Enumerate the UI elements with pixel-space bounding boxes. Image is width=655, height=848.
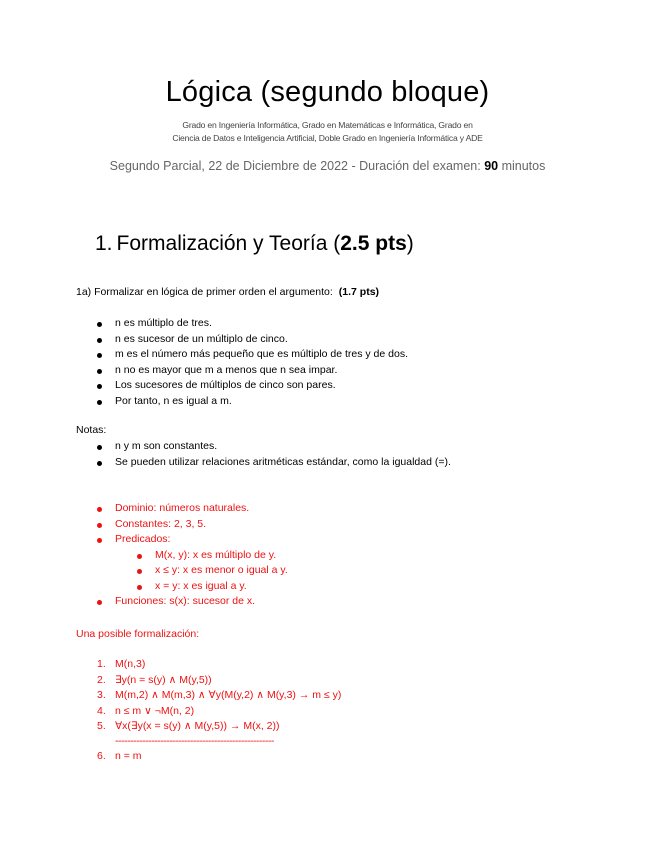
functions-item [97,594,288,610]
predicates-label: Predicados: [115,533,171,545]
section-number: 1. [95,232,113,255]
formula-number: 4. [97,704,106,717]
formula-text: n = m [115,749,142,762]
formula-number: 1. [97,658,106,670]
question-statement [76,286,379,298]
bullet-icon [97,353,102,358]
section-points: 2.5 pts [340,232,407,255]
formula-number: 3. [97,689,106,701]
conclusion-item [97,394,408,410]
degree-programs [0,119,655,145]
solution-signature-list [97,501,288,610]
exam-info-prefix: Segundo Parcial, 22 de Diciembre de 2022 - Duración del examen: [109,159,485,173]
bullet-icon [97,369,102,374]
predicate-text: x ≤ y: x es menor o igual a y. [155,564,288,576]
bullet-icon [97,507,102,512]
premise-list [97,316,408,409]
bullet-icon [97,384,102,389]
section-title: Formalización y Teoría ( [116,232,341,255]
bullet-icon [137,569,142,574]
predicate-item [137,548,288,564]
notes-list [97,439,451,470]
predicates-item [97,532,288,548]
exam-duration: 90 [484,159,499,173]
predicate-item [137,579,288,595]
premise-item [97,347,408,363]
predicate-text: x = y: x es igual a y. [155,579,247,592]
predicate-text: M(x, y): x es múltiplo de y. [155,548,277,561]
formula-text: ∃y(n = s(y) ∧ M(y,5)) [115,673,212,686]
domain-item [97,501,288,517]
constants-item [97,517,288,533]
domain-text: Dominio: números naturales. [115,502,250,514]
section-heading [95,232,414,256]
conclusion-formula-item [97,749,341,765]
notes-label: Notas: [76,424,107,436]
degree-programs-line-1: Grado en Ingeniería Informática, Grado en Matemáticas e Informática, Grado en [182,120,473,130]
bullet-icon [97,400,102,405]
premise-text: Los sucesores de múltiplos de cinco son pares. [115,379,336,391]
bullet-icon [97,600,102,605]
premise-text: m es el número más pequeño que es múltiplo de tres y de dos. [115,348,408,360]
premise-item [97,316,408,332]
bullet-icon [137,554,142,559]
degree-programs-line-2: Ciencia de Datos e Inteligencia Artificial, Doble Grado en Ingeniería Informática y ADE [172,133,483,143]
formula-number: 6. [97,749,106,762]
formula-item [97,673,341,689]
formula-text: n ≤ m ∨ ¬M(n, 2) [115,704,195,717]
section-title-close: ) [406,232,414,255]
predicates-sublist-container [97,548,288,595]
constants-text: Constantes: 2, 3, 5. [115,517,207,530]
bullet-icon [97,538,102,543]
exam-info-suffix: minutos [498,159,546,173]
question-points: (1.7 pts) [338,286,380,298]
formalization-label: Una posible formalización: [76,628,200,640]
formula-item [97,704,341,720]
formula-number: 5. [97,720,106,732]
predicate-item [137,563,288,579]
premise-text: Por tanto, n es igual a m. [115,394,232,407]
formula-number: 2. [97,673,106,686]
formula-item [97,657,341,673]
premise-item [97,363,408,379]
bullet-icon [97,338,102,343]
bullet-icon [97,322,102,327]
note-item [97,439,451,455]
functions-text: Funciones: s(x): sucesor de x. [115,595,256,607]
bullet-icon [97,461,102,466]
formula-text: M(n,3) [115,658,146,670]
premise-text: n es múltiplo de tres. [115,317,212,329]
bullet-icon [97,523,102,528]
exam-info [0,159,655,173]
document-title: Lógica (segundo bloque) [165,76,490,108]
bullet-icon [137,585,142,590]
formula-text: M(m,2) ∧ M(m,3) ∧ ∀y(M(y,2) ∧ M(y,3) → m ≤ y) [115,689,342,701]
formula-item [97,688,341,704]
formula-text: ∀x(∃y(x = s(y) ∧ M(y,5)) → M(x, 2)) [115,720,280,732]
bullet-icon [97,445,102,450]
question-label: 1a) Formalizar en lógica de primer orden el argumento: [76,286,333,298]
predicates-sublist [97,548,288,595]
formula-item [97,719,341,735]
premise-text: n es sucesor de un múltiplo de cinco. [115,332,288,345]
note-text: Se pueden utilizar relaciones aritméticas estándar, como la igualdad (=). [115,455,451,468]
note-item [97,455,451,471]
note-text: n y m son constantes. [115,440,218,452]
premise-item [97,378,408,394]
separator-line: ----------------------------------------------------- [115,734,274,747]
formalization-list [97,657,341,764]
premise-text: n no es mayor que m a menos que n sea impar. [115,363,338,376]
premise-item [97,332,408,348]
